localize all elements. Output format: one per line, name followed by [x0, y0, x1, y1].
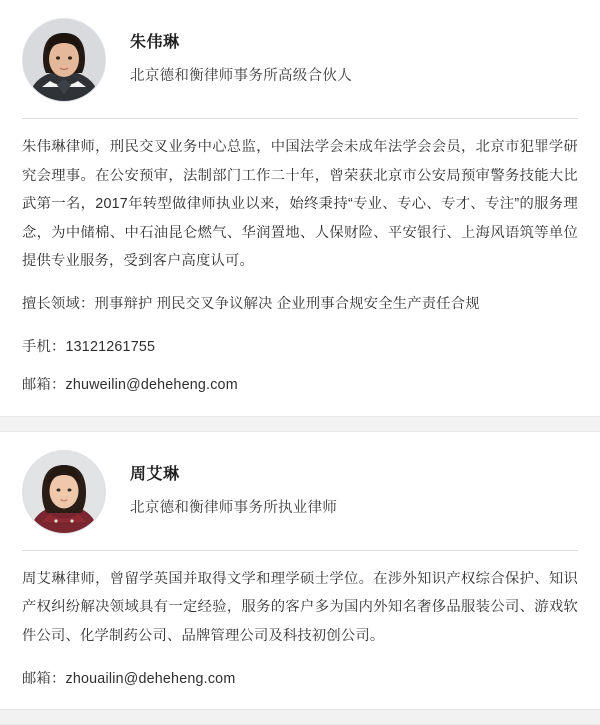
name-block-1: [130, 32, 352, 88]
person-portrait-icon: [23, 19, 105, 101]
phone-row: [22, 333, 578, 362]
profile-bio: 朱伟琳律师，刑民交叉业务中心总监，中国法学会未成年法学会会员，北京市犯罪学研究会理事。在公安预审，法制部门工作二十年，曾荣获北京市公安局预审警务技能大比武第一名，2017年转型做律师执业以来，始终秉持“专业、专心、专才、专注”的服务理念，为中储棉、中石油昆仑燃气、华润置地、人保财险、平安银行、上海风语筑等单位提供专业服务，受到客户高度认可。: [22, 139, 578, 270]
specialty-row: [22, 290, 578, 319]
divider: [22, 118, 578, 119]
section-separator-bottom: [0, 709, 600, 725]
divider: [22, 550, 578, 551]
avatar-2: [22, 450, 106, 534]
email-row: [22, 371, 578, 400]
phone-label: 手机：: [22, 338, 66, 355]
profile-header-1: [22, 0, 578, 118]
specialty-label: 擅长领域：: [22, 295, 95, 312]
email-value: zhouailin@deheheng.com: [65, 670, 236, 687]
email-label: 邮箱：: [22, 670, 66, 687]
avatar-1: [22, 18, 106, 102]
specialty-value: 刑事辩护 刑民交叉争议解决 企业刑事合规安全生产责任合规: [94, 295, 480, 312]
person-title: 北京德和衡律师事务所执业律师: [130, 500, 338, 517]
person-name: 周艾琳: [130, 465, 180, 483]
person-portrait-icon: [23, 451, 105, 533]
profile-bio: 周艾琳律师，曾留学英国并取得文学和理学硕士学位。在涉外知识产权综合保护、知识产权纠纷解决领域具有一定经验，服务的客户多为国内外知名奢侈品服装公司、游戏软件公司、化学制药公司、品牌管理公司及科技初创公司。: [22, 570, 578, 644]
phone-value: 13121261755: [65, 338, 156, 355]
email-label: 邮箱：: [22, 377, 66, 394]
name-block-2: [130, 464, 337, 520]
spacer-top: [0, 400, 600, 416]
spacer-bottom: [0, 693, 600, 709]
profile-card-2: [0, 432, 600, 693]
person-title: 北京德和衡律师事务所高级合伙人: [130, 68, 352, 85]
person-name: 朱伟琳: [130, 33, 180, 51]
profile-header-2: [22, 432, 578, 550]
email-row: [22, 665, 578, 694]
email-value: zhuweilin@deheheng.com: [65, 377, 238, 394]
section-separator: [0, 416, 600, 432]
